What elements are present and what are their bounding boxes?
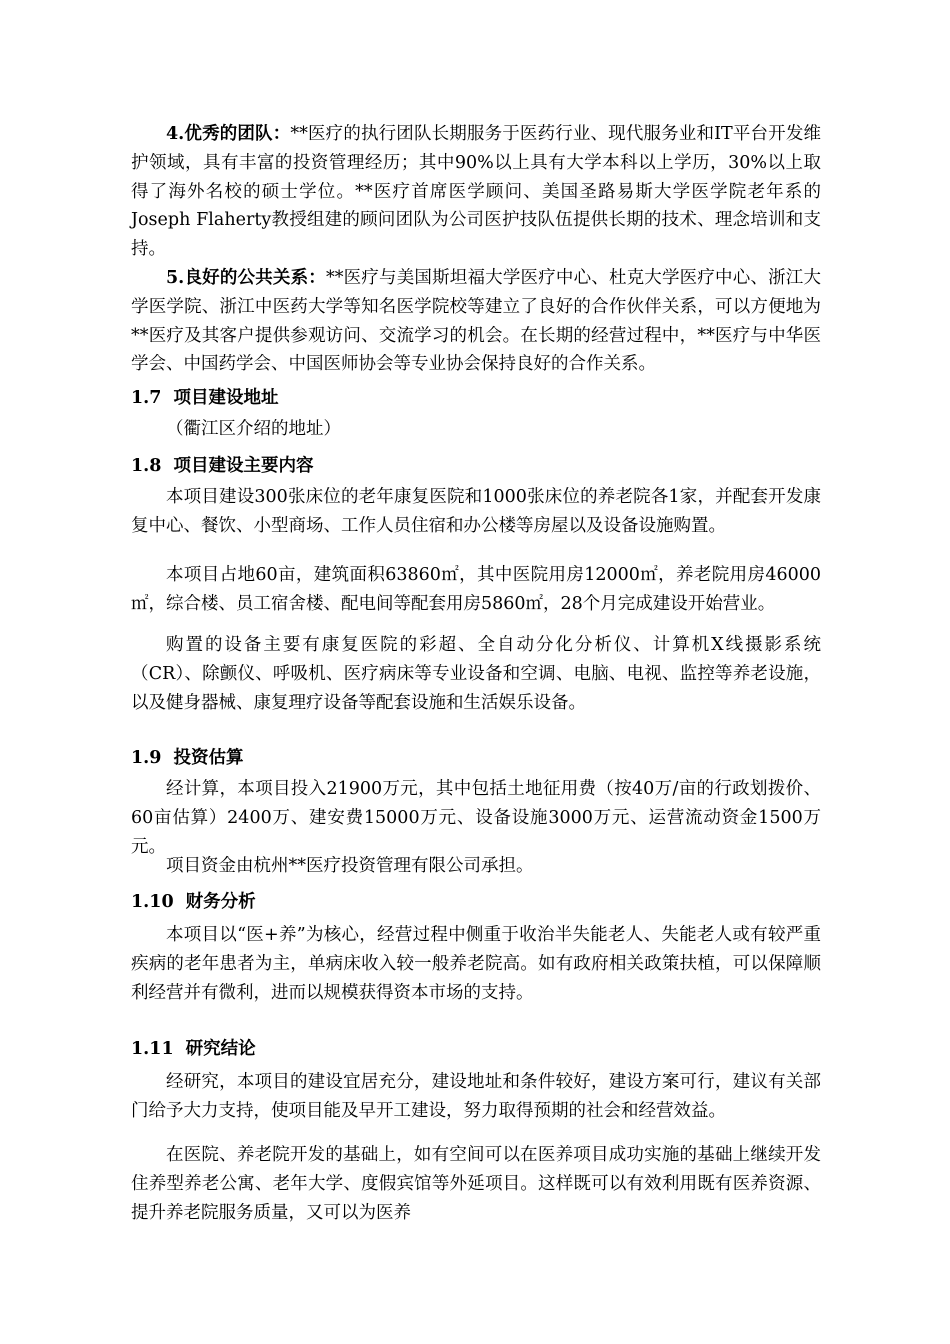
- paragraph-investment-a: [131, 775, 821, 861]
- heading-1-8-title: 项目建设主要内容: [173, 456, 314, 476]
- paragraph-content-a: [131, 483, 821, 541]
- paragraph-content-c: [131, 631, 821, 717]
- paragraph-public-relations-lead: 5.良好的公共关系：: [166, 268, 326, 288]
- heading-1-10-number: 1.10: [131, 892, 174, 912]
- heading-1-10-title: 财务分析: [185, 892, 256, 912]
- heading-1-9: [131, 744, 243, 772]
- heading-1-11-number: 1.11: [131, 1039, 174, 1059]
- heading-1-8-number: 1.8: [131, 456, 162, 476]
- paragraph-team: [131, 120, 821, 264]
- paragraph-conclusion-a: [131, 1068, 821, 1126]
- paragraph-content-b-text: 本项目占地60亩，建筑面积63860㎡，其中医院用房12000㎡，养老院用房46000㎡，综合楼、员工宿舍楼、配电间等配套用房5860㎡，28个月完成建设开始营业。: [131, 565, 821, 614]
- paragraph-investment-b: [131, 852, 821, 881]
- paragraph-team-lead: 4.优秀的团队：: [166, 124, 291, 144]
- heading-1-11: [131, 1035, 256, 1063]
- heading-1-9-number: 1.9: [131, 748, 162, 768]
- paragraph-conclusion-a-text: 经研究，本项目的建设宜居充分，建设地址和条件较好，建设方案可行，建议有关部门给予大力支持，使项目能及早开工建设，努力取得预期的社会和经营效益。: [131, 1072, 821, 1121]
- paragraph-finance-text: 本项目以“医+养”为核心，经营过程中侧重于收治半失能老人、失能老人或有较严重疾病的老年患者为主，单病床收入较一般养老院高。如有政府相关政策扶植，可以保障顺利经营并有微利，进而以规模获得资本市场的支持。: [131, 925, 821, 1003]
- heading-1-8: [131, 452, 313, 480]
- paragraph-team-body: **医疗的执行团队长期服务于医药行业、现代服务业和IT平台开发维护领域，具有丰富的投资管理经历；其中90%以上具有大学本科以上学历，30%以上取得了海外名校的硕士学位。**医疗首席医学顾问、美国圣路易斯大学医学院老年系的Joseph Flaherty教授组建的顾问团队为公司医护技队伍提供长期的技术、理念培训和支持。: [131, 124, 821, 260]
- heading-1-7-title: 项目建设地址: [173, 388, 279, 408]
- heading-1-7: [131, 384, 278, 412]
- paragraph-investment-a-text: 经计算，本项目投入21900万元，其中包括土地征用费（按40万/亩的行政划拨价、60亩估算）2400万、建安费15000万元、设备设施3000万元、运营流动资金1500万元。: [131, 779, 821, 857]
- heading-1-7-number: 1.7: [131, 388, 162, 408]
- heading-1-10: [131, 888, 256, 916]
- paragraph-conclusion-b-text: 在医院、养老院开发的基础上，如有空间可以在医养项目成功实施的基础上继续开发住养型养老公寓、老年大学、度假宾馆等外延项目。这样既可以有效利用既有医养资源、提升养老院服务质量，又可以为医养: [131, 1145, 821, 1223]
- paragraph-site-address: [131, 415, 821, 444]
- paragraph-content-a-text: 本项目建设300张床位的老年康复医院和1000张床位的养老院各1家，并配套开发康复中心、餐饮、小型商场、工作人员住宿和办公楼等房屋以及设备设施购置。: [131, 487, 821, 536]
- paragraph-public-relations: [131, 264, 821, 379]
- paragraph-site-address-text: （衢江区介绍的地址）: [166, 419, 341, 439]
- heading-1-9-title: 投资估算: [173, 748, 244, 768]
- paragraph-public-relations-body: **医疗与美国斯坦福大学医疗中心、杜克大学医疗中心、浙江大学医学院、浙江中医药大学等知名医学院校等建立了良好的合作伙伴关系，可以方便地为**医疗及其客户提供参观访问、交流学习的机会。在长期的经营过程中，**医疗与中华医学会、中国药学会、中国医师协会等专业协会保持良好的合作关系。: [131, 268, 821, 375]
- paragraph-content-b: [131, 561, 821, 619]
- paragraph-investment-b-text: 项目资金由杭州**医疗投资管理有限公司承担。: [166, 856, 534, 876]
- paragraph-conclusion-b: [131, 1141, 821, 1227]
- paragraph-content-c-text: 购置的设备主要有康复医院的彩超、全自动分化分析仪、计算机X线摄影系统（CR）、除颤仪、呼吸机、医疗病床等专业设备和空调、电脑、电视、监控等养老设施，以及健身器械、康复理疗设备等配套设施和生活娱乐设备。: [131, 635, 821, 713]
- paragraph-finance: [131, 921, 821, 1007]
- heading-1-11-title: 研究结论: [185, 1039, 256, 1059]
